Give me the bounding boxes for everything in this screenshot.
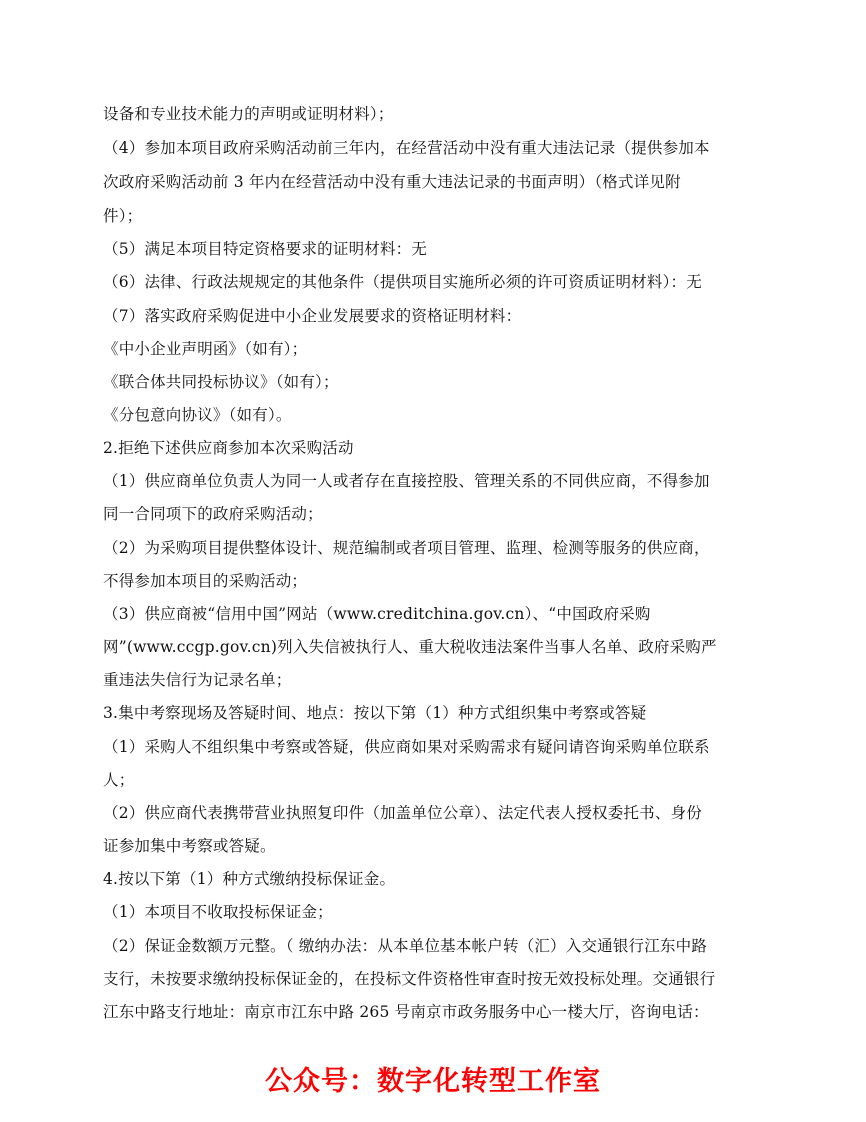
text-line: 《分包意向协议》（如有）。: [103, 406, 292, 424]
text-line: 《中小企业声明函》（如有）；: [103, 340, 308, 358]
text-line: 次政府采购活动前 3 年内在经营活动中没有重大违法记录的书面声明）（格式详见附: [103, 173, 681, 191]
text-line: （2）保证金数额万元整。（ 缴纳办法：从本单位基本帐户转（汇）入交通银行江东中路: [103, 937, 708, 955]
text-line: （6）法律、行政法规规定的其他条件（提供项目实施所必须的许可资质证明材料）：无: [103, 273, 702, 291]
text-line: （4）参加本项目政府采购活动前三年内，在经营活动中没有重大违法记录（提供参加本: [103, 139, 710, 157]
text-line: （2）供应商代表携带营业执照复印件（加盖单位公章）、法定代表人授权委托书、身份: [103, 804, 702, 822]
text-line: （2）为采购项目提供整体设计、规范编制或者项目管理、监理、检测等服务的供应商，: [103, 539, 710, 557]
watermark-footer: 公众号：数字化转型工作室: [265, 1066, 601, 1097]
text-line: 不得参加本项目的采购活动；: [103, 572, 308, 590]
text-line: （1）采购人不组织集中考察或答疑，供应商如果对采购需求有疑问请咨询采购单位联系: [103, 738, 710, 756]
text-line: 设备和专业技术能力的声明或证明材料）；: [103, 105, 394, 123]
text-line: 4.按以下第（1）种方式缴纳投标保证金。: [103, 870, 396, 888]
text-line: 网”(www.ccgp.gov.cn)列入失信被执行人、重大税收违法案件当事人名单、政府采购严: [103, 638, 717, 656]
text-line: 江东中路支行地址：南京市江东中路 265 号南京市政务服务中心一楼大厅，咨询电话：: [103, 1003, 709, 1021]
text-line: （1）供应商单位负责人为同一人或者存在直接控股、管理关系的不同供应商，不得参加: [103, 472, 710, 490]
text-line: 同一合同项下的政府采购活动；: [103, 505, 323, 523]
text-line: 3.集中考察现场及答疑时间、地点：按以下第（1）种方式组织集中考察或答疑: [103, 704, 647, 722]
text-line: 2.拒绝下述供应商参加本次采购活动: [103, 439, 354, 457]
text-line: 件）；: [103, 207, 143, 225]
text-line: 《联合体共同投标协议》（如有）；: [103, 373, 339, 391]
text-line: 人；: [103, 771, 135, 789]
text-line: （7）落实政府采购促进中小企业发展要求的资格证明材料：: [103, 307, 522, 325]
text-line: （3）供应商被“信用中国”网站（www.creditchina.gov.cn）、“中国政府采购: [103, 605, 651, 623]
text-line: 证参加集中考察或答疑。: [103, 837, 276, 855]
text-line: （1）本项目不收取投标保证金；: [103, 903, 333, 921]
text-line: 支行，未按要求缴纳投标保证金的，在投标文件资格性审查时按无效投标处理。交通银行: [103, 970, 716, 988]
text-line: （5）满足本项目特定资格要求的证明材料：无: [103, 240, 428, 258]
text-line: 重违法失信行为记录名单；: [103, 671, 292, 689]
